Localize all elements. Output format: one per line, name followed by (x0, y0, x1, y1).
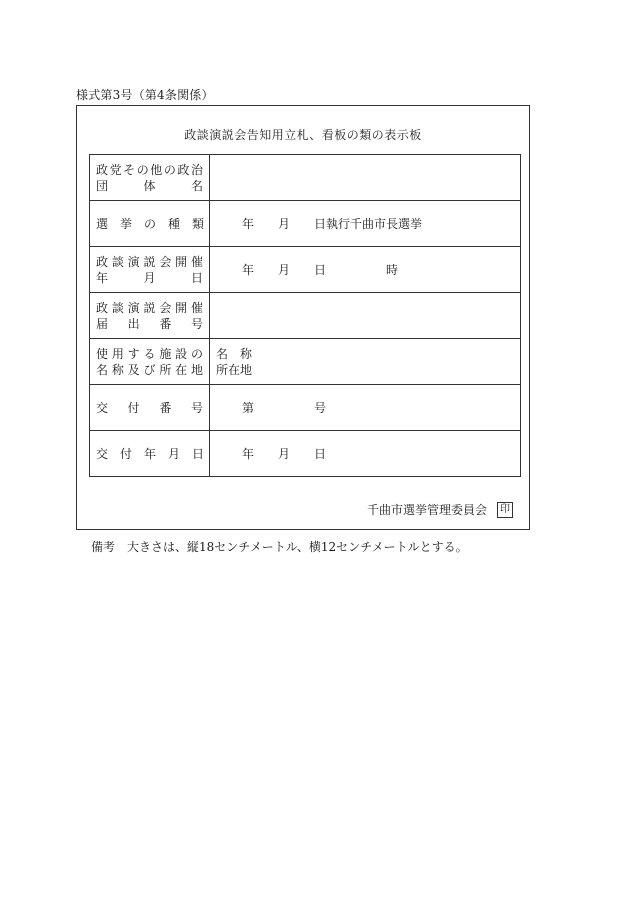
seal-stamp: 印 (497, 502, 513, 518)
committee-signature (367, 501, 513, 518)
form-number: 様式第3号（第4条関係） (76, 88, 214, 102)
row-label-line: 政談演説会開催 (96, 300, 203, 315)
sign-board-frame (76, 105, 530, 530)
row-label-line: 届 出 番 号 (96, 316, 203, 331)
table-row-facility (90, 339, 521, 385)
row-value-text: 年 月 日 時 (242, 263, 399, 277)
table-row-issue-number (90, 385, 521, 431)
row-value (210, 339, 521, 385)
row-label-line: 政党その他の政治 (96, 162, 203, 177)
facility-name-label: 名 称 (216, 346, 253, 361)
row-label-line: 政談演説会開催 (96, 254, 203, 269)
row-label (90, 155, 210, 201)
row-value (210, 431, 521, 477)
row-label (90, 201, 210, 247)
row-label-line: 選 挙 の 種 類 (96, 216, 205, 231)
row-value (210, 385, 521, 431)
committee-name: 千曲市選挙管理委員会 (366, 503, 487, 517)
table-row-election-type (90, 201, 521, 247)
row-value-text: 年 月 日 (242, 447, 327, 461)
remarks-note: 備考 大きさは、縦18センチメートル、横12センチメートルとする。 (91, 540, 468, 554)
row-value (210, 201, 521, 247)
row-label-line: 団 体 名 (96, 178, 203, 193)
table-row-notification-number (90, 293, 521, 339)
facility-address-label: 所在地 (216, 362, 253, 377)
row-value (210, 155, 521, 201)
row-label-line: 交 付 番 号 (96, 400, 203, 415)
row-label-line: 年 月 日 (96, 270, 203, 285)
row-label-line: 交 付 年 月 日 (96, 446, 205, 461)
row-label (90, 247, 210, 293)
row-value-text: 第 号 (242, 401, 327, 415)
row-value (210, 293, 521, 339)
table-row-political-group (90, 155, 521, 201)
row-value-text: 年 月 日執行千曲市長選挙 (242, 217, 423, 231)
sign-title: 政談演説会告知用立札、看板の類の表示板 (184, 128, 422, 142)
row-label-line: 名称及び所在地 (96, 362, 203, 377)
row-value (210, 247, 521, 293)
row-label (90, 431, 210, 477)
row-label (90, 339, 210, 385)
row-label (90, 293, 210, 339)
table-row-speech-date (90, 247, 521, 293)
table-row-issue-date (90, 431, 521, 477)
sign-info-table (89, 154, 521, 477)
row-label-line: 使用する施設の (96, 346, 203, 361)
row-label (90, 385, 210, 431)
